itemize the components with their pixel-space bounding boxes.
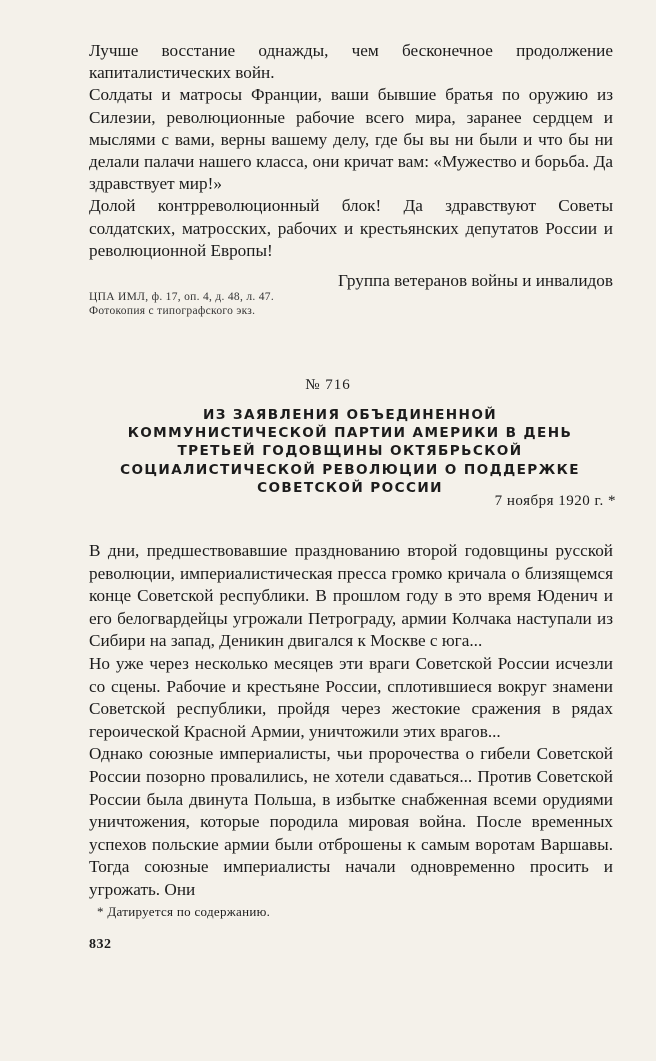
page-number: 832 (89, 937, 112, 952)
footnote: * Датируется по содержанию. (97, 904, 271, 919)
paragraph: Но уже через несколько месяцев эти враги Советской России исчезли со сцены. Рабочие и крестьяне России, сплотившиеся вокруг знамени Советской республики, пройдя через жестокие сражения в рядах героической Красной Армии, уничтожили этих врагов... (89, 653, 613, 741)
document-body (89, 540, 613, 902)
top-text-block (89, 40, 613, 292)
paragraph: В дни, предшествовавшие празднованию второй годовщины русской революции, империалистическая пресса громко кричала о близящемся конце Советской республики. В прошлом году в это время Юденич и его белогвардейцы угрожали Петрограду, армии Колчака наступали из Сибири на запад, Деникин двигался к Москве с юга... (89, 541, 613, 651)
archive-source: ЦПА ИМЛ, ф. 17, оп. 4, д. 48, л. 47. Фотокопия с типографского экз. (89, 291, 274, 317)
paragraph: Солдаты и матросы Франции, ваши бывшие братья по оружию из Силезии, революционные рабочие всего мира, заранее сердцем и мыслями с вами, верны вашему делу, где бы вы ни были и что бы ни делали палачи нашего класса, они кричат вам: «Мужество и борьба. Да здравствует мир!» (89, 85, 613, 194)
paragraph: Лучше восстание однажды, чем бесконечное продолжение капиталистических войн. (89, 41, 613, 83)
paragraph: Долой контрреволюционный блок! Да здравствуют Советы солдатских, матросских, рабочих и крестьянских депутатов России и революционной Европы! (89, 196, 613, 260)
document-date: 7 ноября 1920 г. * (494, 493, 616, 509)
signature: Группа ветеранов войны и инвалидов (338, 271, 613, 291)
document-number: № 716 (305, 377, 351, 393)
paragraph: Однако союзные империалисты, чьи пророчества о гибели Советской России позорно провалились, не хотели сдаваться... Против Советской России была двинута Польша, в избытке снабженная всеми орудиями уничтожения, которые породила мировая война. После временных успехов польские армии были отброшены к самым воротам Варшавы. Тогда союзные империалисты начали одновременно просить и угрожать. Они (89, 744, 613, 899)
document-title: ИЗ ЗАЯВЛЕНИЯ ОБЪЕДИНЕННОЙ КОММУНИСТИЧЕСКОЙ ПАРТИИ АМЕРИКИ В ДЕНЬ ТРЕТЬЕЙ ГОДОВЩИНЫ ОКТЯБРЬСКОЙ СОЦИАЛИСТИЧЕСКОЙ РЕВОЛЮЦИИ О ПОДДЕРЖКЕ СОВЕТСКОЙ РОССИИ (120, 407, 580, 496)
